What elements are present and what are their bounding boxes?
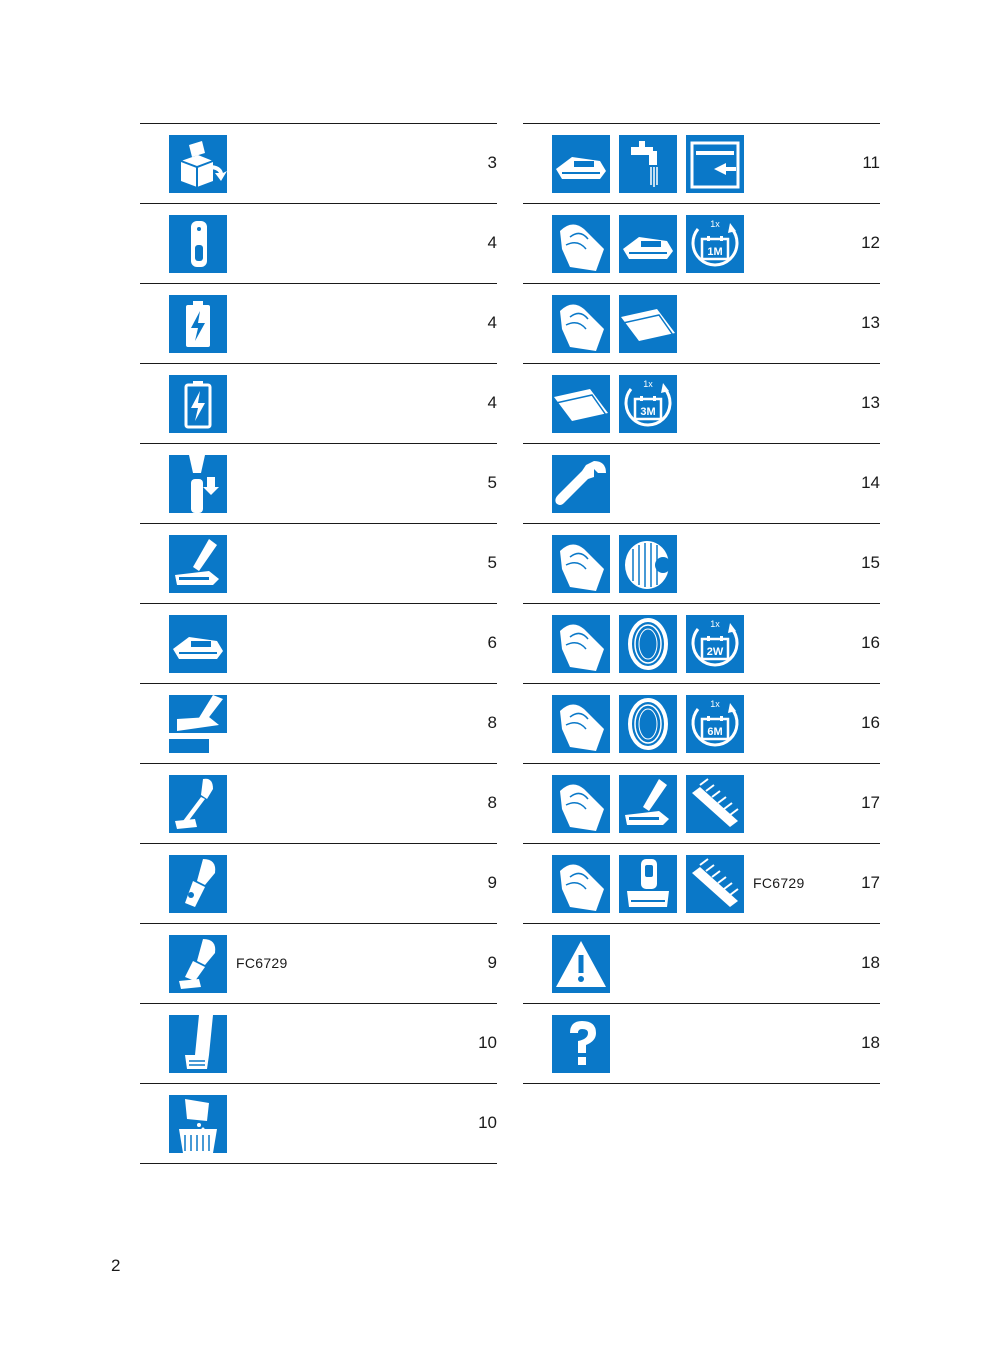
- toc-page-ref[interactable]: 18: [861, 953, 880, 972]
- toc-row-icons: [552, 295, 677, 353]
- wipe-hand-icon: [552, 215, 610, 273]
- toc-row-icons: [552, 855, 744, 913]
- toc-row-icons: [169, 535, 227, 593]
- cloth-pad-icon: [552, 375, 610, 433]
- wrench-icon: [552, 455, 610, 513]
- toc-page-ref[interactable]: 8: [487, 793, 497, 812]
- nozzle-attach-icon: [169, 535, 227, 593]
- calendar-1m-icon: [686, 215, 744, 273]
- toc-row: [523, 203, 880, 283]
- toc-row: [140, 123, 497, 203]
- toc-left-column: [140, 123, 497, 1164]
- toc-row-icons: [552, 1015, 610, 1073]
- svg-text:6M: 6M: [707, 726, 723, 738]
- toc-row: [523, 763, 880, 843]
- nozzle-icon: [552, 135, 610, 193]
- toc-row: [140, 763, 497, 843]
- toc-row: [523, 843, 880, 923]
- toc-page-ref[interactable]: 8: [487, 713, 497, 732]
- toc-row: [140, 1003, 497, 1083]
- battery-charging-icon: [169, 295, 227, 353]
- svg-text:1x: 1x: [710, 619, 720, 629]
- wipe-hand-icon: [552, 855, 610, 913]
- toc-row: [523, 283, 880, 363]
- toc-row-icons: [169, 215, 227, 273]
- toc-row: [140, 203, 497, 283]
- toc-row: [523, 923, 880, 1003]
- svg-text:2W: 2W: [706, 646, 724, 658]
- toc-row: [523, 683, 880, 763]
- toc-page-ref[interactable]: 11: [862, 153, 880, 172]
- toc-row-icons: [552, 375, 677, 433]
- wipe-hand-icon: [552, 295, 610, 353]
- cabinet-insert-icon: [686, 135, 744, 193]
- toc-page-ref[interactable]: 12: [861, 233, 880, 252]
- toc-page-ref[interactable]: 18: [861, 1033, 880, 1052]
- nozzle-attach-icon: [619, 775, 677, 833]
- toc-row-icons: [169, 775, 227, 833]
- page-number: 2: [111, 1256, 121, 1275]
- svg-text:1x: 1x: [710, 219, 720, 229]
- crevice-tool-icon: [169, 1015, 227, 1073]
- toc-row-icons: [552, 135, 744, 193]
- brush-icon: [686, 775, 744, 833]
- toc-page-ref[interactable]: 5: [487, 473, 497, 492]
- toc-row-icons: [552, 935, 610, 993]
- toc-row: [523, 1003, 880, 1084]
- toc-page-ref[interactable]: 16: [861, 633, 880, 652]
- svg-text:1M: 1M: [707, 246, 723, 258]
- toc-row-icons: [169, 1015, 227, 1073]
- calendar-3m-icon: [619, 375, 677, 433]
- toc-row-icons: [552, 775, 744, 833]
- model-number: FC6729: [753, 875, 805, 891]
- mini-turbo-brush-icon: [619, 855, 677, 913]
- toc-row-icons: [169, 1095, 227, 1153]
- toc-row-icons: [552, 615, 744, 673]
- filter-cylinder-icon: [619, 535, 677, 593]
- toc-row-icons: [169, 455, 227, 513]
- toc-row-icons: [552, 215, 744, 273]
- toc-row: [140, 683, 497, 763]
- calendar-2w-icon: [686, 615, 744, 673]
- toc-page-ref[interactable]: 3: [487, 153, 497, 172]
- empty-dust-container-icon: [169, 1095, 227, 1153]
- toc-row: [140, 603, 497, 683]
- toc-row: [140, 443, 497, 523]
- toc-page-ref[interactable]: 5: [487, 553, 497, 572]
- attach-handheld-icon: [169, 455, 227, 513]
- toc-row: [523, 363, 880, 443]
- toc-row: [523, 603, 880, 683]
- vacuum-under-furniture-icon: [169, 695, 227, 753]
- toc-row-icons: [552, 535, 677, 593]
- toc-page-ref[interactable]: 4: [487, 313, 497, 332]
- svg-text:1x: 1x: [643, 379, 653, 389]
- warning-icon: [552, 935, 610, 993]
- toc-page-ref[interactable]: 10: [478, 1113, 497, 1132]
- toc-page-ref[interactable]: 16: [861, 713, 880, 732]
- toc-right-column: [523, 123, 880, 1084]
- toc-page-ref[interactable]: 4: [487, 393, 497, 412]
- toc-row: [140, 283, 497, 363]
- toc-row-icons: [552, 455, 610, 513]
- toc-page-ref[interactable]: 9: [487, 873, 497, 892]
- toc-row-icons: [169, 695, 227, 753]
- toc-page-ref[interactable]: 17: [861, 873, 880, 892]
- wipe-hand-icon: [552, 535, 610, 593]
- cloth-pad-icon: [619, 295, 677, 353]
- wipe-hand-icon: [552, 695, 610, 753]
- handheld-with-nozzle-icon: [169, 935, 227, 993]
- toc-row: [523, 123, 880, 203]
- toc-page-ref[interactable]: 4: [487, 233, 497, 252]
- toc-row-icons: [169, 375, 227, 433]
- toc-page-ref[interactable]: 13: [861, 313, 880, 332]
- filter-disc-icon: [619, 695, 677, 753]
- wipe-hand-icon: [552, 615, 610, 673]
- wipe-hand-icon: [552, 775, 610, 833]
- toc-row: [140, 363, 497, 443]
- handheld-unit-icon: [169, 215, 227, 273]
- svg-text:1x: 1x: [710, 699, 720, 709]
- toc-row: [523, 523, 880, 603]
- toc-page-ref[interactable]: 15: [861, 553, 880, 572]
- toc-row-icons: [169, 855, 227, 913]
- unpack-box-icon: [169, 135, 227, 193]
- toc-row: [140, 923, 497, 1003]
- toc-row: [140, 843, 497, 923]
- toc-page-ref[interactable]: 10: [478, 1033, 497, 1052]
- question-icon: [552, 1015, 610, 1073]
- toc-row: [140, 523, 497, 603]
- tap-water-icon: [619, 135, 677, 193]
- filter-disc-icon: [619, 615, 677, 673]
- toc-page-ref[interactable]: 13: [861, 393, 880, 412]
- brush-icon: [686, 855, 744, 913]
- stick-vacuum-icon: [169, 775, 227, 833]
- nozzle-icon: [619, 215, 677, 273]
- toc-row-icons: [552, 695, 744, 753]
- toc-page-ref[interactable]: 6: [487, 633, 497, 652]
- svg-text:3M: 3M: [640, 406, 656, 418]
- calendar-6m-icon: [686, 695, 744, 753]
- toc-row: [140, 1083, 497, 1164]
- toc-row-icons: [169, 935, 227, 993]
- toc-page-ref[interactable]: 9: [487, 953, 497, 972]
- toc-page-ref[interactable]: 14: [861, 473, 880, 492]
- toc-row-icons: [169, 135, 227, 193]
- toc-page-ref[interactable]: 17: [861, 793, 880, 812]
- toc-row: [523, 443, 880, 523]
- toc-row-icons: [169, 295, 227, 353]
- battery-charge-low-icon: [169, 375, 227, 433]
- model-number: FC6729: [236, 955, 288, 971]
- nozzle-icon: [169, 615, 227, 673]
- handheld-vacuum-icon: [169, 855, 227, 913]
- toc-row-icons: [169, 615, 227, 673]
